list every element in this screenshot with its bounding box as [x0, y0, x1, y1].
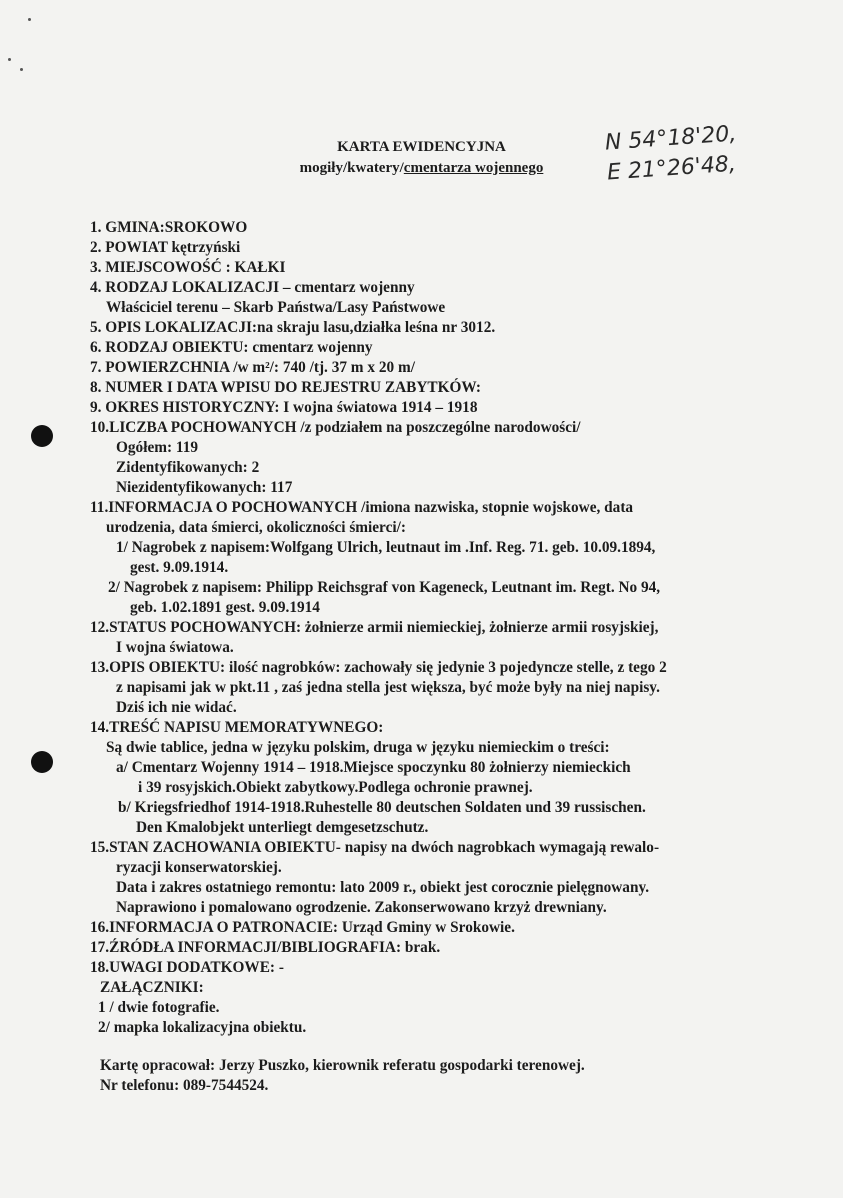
inscription-german: b/ Kriegsfriedhof 1914-1918.Ruhestelle 80 deutschen Soldaten und 39 russischen.	[118, 799, 646, 816]
field-uwagi: 18.UWAGI DODATKOWE: -	[90, 959, 284, 976]
attachment-2: 2/ mapka lokalizacyjna obiektu.	[98, 1019, 307, 1036]
punch-hole	[31, 751, 53, 773]
scan-speck	[20, 68, 23, 71]
field-opis-obiektu: 13.OPIS OBIEKTU: ilość nagrobków: zachowały się jedynie 3 pojedyncze stelle, z tego 2	[90, 659, 667, 676]
inscription-polish: a/ Cmentarz Wojenny 1914 – 1918.Miejsce spoczynku 80 żołnierzy niemieckich	[116, 759, 631, 776]
scan-speck	[8, 58, 11, 61]
field-opis-lokalizacji: 5. OPIS LOKALIZACJI:na skraju lasu,działka leśna nr 3012.	[90, 319, 496, 336]
field-status-cont: I wojna światowa.	[116, 639, 234, 656]
field-liczba-pochowanych: 10.LICZBA POCHOWANYCH /z podziałem na poszczególne narodowości/	[90, 419, 581, 436]
field-powierzchnia: 7. POWIERZCHNIA /w m²/: 740 /tj. 37 m x 20 m/	[90, 359, 415, 376]
count-total: Ogółem: 119	[116, 439, 198, 456]
field-stan-cont: ryzacji konserwatorskiej.	[116, 859, 282, 876]
field-opis-obiektu-cont2: Dziś ich nie widać.	[116, 699, 237, 716]
attachments-heading: ZAŁĄCZNIKI:	[100, 979, 204, 996]
handwritten-latitude: N 54°18'20,	[604, 121, 738, 156]
field-patronat: 16.INFORMACJA O PATRONACIE: Urząd Gminy w Srokowie.	[90, 919, 515, 936]
handwritten-coordinates	[604, 119, 739, 188]
scan-speck	[28, 18, 31, 21]
field-remont: Data i zakres ostatniego remontu: lato 2009 r., obiekt jest corocznie pielęgnowany.	[116, 879, 650, 896]
field-rodzaj-obiektu: 6. RODZAJ OBIEKTU: cmentarz wojenny	[90, 339, 373, 356]
grave-entry-1-cont: gest. 9.09.1914.	[130, 559, 229, 576]
field-powiat: 2. POWIAT kętrzyński	[90, 239, 241, 256]
document-title: KARTA EWIDENCYJNA	[337, 139, 506, 155]
prepared-by: Kartę opracował: Jerzy Puszko, kierownik referatu gospodarki terenowej.	[100, 1057, 585, 1074]
field-opis-obiektu-cont: z napisami jak w pkt.11 , zaś jedna stella jest większa, być może były na niej napisy.	[116, 679, 660, 696]
field-remont-cont: Naprawiono i pomalowano ogrodzenie. Zakonserwowano krzyż drewniany.	[116, 899, 607, 916]
phone-number: Nr telefonu: 089-7544524.	[100, 1077, 269, 1094]
grave-entry-2-cont: geb. 1.02.1891 gest. 9.09.1914	[130, 599, 320, 616]
grave-entry-1: 1/ Nagrobek z napisem:Wolfgang Ulrich, leutnaut im .Inf. Reg. 71. geb. 10.09.1894,	[116, 539, 656, 556]
field-status-pochowanych: 12.STATUS POCHOWANYCH: żołnierze armii niemieckiej, żołnierze armii rosyjskiej,	[90, 619, 659, 636]
grave-entry-2: 2/ Nagrobek z napisem: Philipp Reichsgraf von Kageneck, Leutnant im. Regt. No 94,	[108, 579, 661, 596]
field-tresc-intro: Są dwie tablice, jedna w języku polskim, druga w języku niemieckim o treści:	[106, 739, 610, 756]
field-informacja-pochowanych: 11.INFORMACJA O POCHOWANYCH /imiona nazwiska, stopnie wojskowe, data	[90, 499, 634, 516]
attachment-1: 1 / dwie fotografie.	[98, 999, 220, 1016]
inscription-polish-cont: i 39 rosyjskich.Obiekt zabytkowy.Podlega ochronie prawnej.	[138, 779, 533, 796]
field-miejscowosc: 3. MIEJSCOWOŚĆ : KAŁKI	[90, 259, 286, 276]
subtitle-underlined: cmentarza wojennego	[403, 160, 544, 176]
field-zrodla: 17.ŹRÓDŁA INFORMACJI/BIBLIOGRAFIA: brak.	[90, 939, 441, 956]
field-rejestr-zabytkow: 8. NUMER I DATA WPISU DO REJESTRU ZABYTKÓW:	[90, 379, 481, 396]
field-stan-zachowania: 15.STAN ZACHOWANIA OBIEKTU- napisy na dwóch nagrobkach wymagają rewalo-	[90, 839, 660, 856]
field-tresc-napisu: 14.TREŚĆ NAPISU MEMORATYWNEGO:	[90, 719, 384, 736]
field-rodzaj-lokalizacji: 4. RODZAJ LOKALIZACJI – cmentarz wojenny	[90, 279, 415, 296]
field-gmina: 1. GMINA:SROKOWO	[90, 219, 248, 236]
field-wlasciciel: Właściciel terenu – Skarb Państwa/Lasy Państwowe	[106, 299, 446, 316]
handwritten-longitude: E 21°26'48,	[606, 151, 737, 186]
count-identified: Zidentyfikowanych: 2	[116, 459, 260, 476]
field-informacja-cont: urodzenia, data śmierci, okoliczności śmierci/:	[106, 519, 406, 536]
inscription-german-cont: Den Kmalobjekt unterliegt demgesetzschutz.	[136, 819, 429, 836]
subtitle-prefix: mogiły/kwatery/	[299, 160, 404, 176]
punch-hole	[31, 425, 53, 447]
count-unidentified: Niezidentyfikowanych: 117	[116, 479, 293, 496]
field-okres-historyczny: 9. OKRES HISTORYCZNY: I wojna światowa 1914 – 1918	[90, 399, 478, 416]
